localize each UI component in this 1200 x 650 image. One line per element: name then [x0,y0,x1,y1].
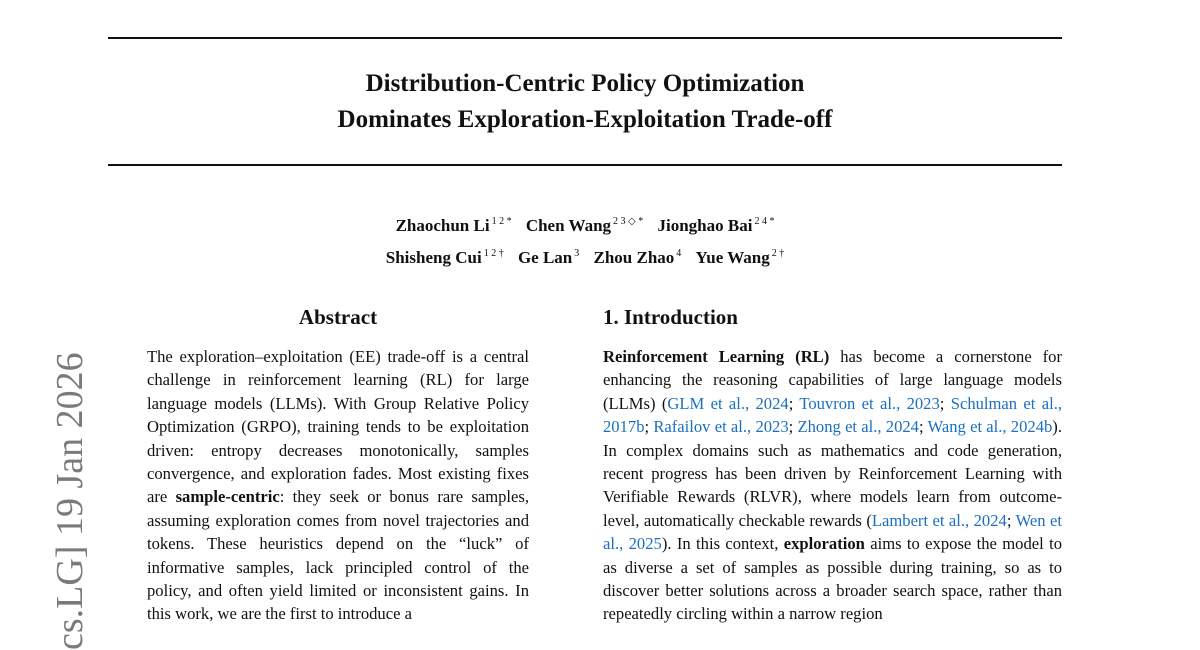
introduction-heading: 1. Introduction [603,305,738,329]
author-list [108,208,1062,272]
author: Shisheng Cui $^{1 2 \dagger}$ [385,248,504,267]
abstract-column [147,300,529,626]
title-line-1: Distribution-Centric Policy Optimization [365,70,805,97]
citation-link[interactable]: Wen et al., 2025 [603,510,1063,554]
arxiv-sidebar [14,0,91,650]
author: Chen Wang $^{2 3 ◇ *}$ [525,216,644,235]
author: Zhaochun Li $^{1 2 *}$ [395,216,512,235]
citation-link[interactable]: Rafailov et al., 2023 [653,417,789,437]
citation-link[interactable]: Lambert et al., 2024 [871,510,1007,530]
paper-title [108,66,1062,138]
citation-link[interactable]: Touvron et al., 2023 [799,393,940,413]
author: Yue Wang $^{2 \dagger}$ [695,248,785,267]
author: Ge Lan $^3$ [517,248,580,267]
introduction-column [603,300,1062,626]
title-rule-bottom [108,164,1062,166]
title-rule-top [108,37,1062,39]
citation-link[interactable]: GLM et al., 2024 [667,393,789,413]
introduction-text: Reinforcement Learning (RL) has become a cornerstone for enhancing the reasoning capabilities of large language models (LLMs) (GLM et al., 2024; Touvron et al., 2023; Schulman et al., 2017b; Rafailov et al., 2023; Zhong et al., 2024; Wang et al., 2024b). In complex domains such as mathematics and code generation, recent progress has been driven by Reinforcement Learning with Verifiable Rewards (RLVR), where models learn from outcome-level, automatically checkable rewards (Lambert et al., 2024; Wen et al., 2025). In this context, exploration aims to expose the model to as diverse a set of samples as possible during training, so as to discover better solutions across a broader search space, rather than repeatedly circling within a narrow region [603,347,1063,624]
author: Jionghao Bai $^{2 4 *}$ [657,216,775,235]
citation-link[interactable]: Schulman et al., 2017b [603,393,1062,437]
abstract-heading: Abstract [298,305,378,329]
citation-link[interactable]: Zhong et al., 2024 [797,417,919,437]
abstract-text: The exploration–exploitation (EE) trade-off is a central challenge in reinforcement learning (RL) for large language models (LLMs). With Group Relative Policy Optimization (GRPO), training tends to be exploitation driven: entropy decreases monotonically, samples convergence, and exploration fades. Most existing fixes are sample-centric: they seek or bonus rare samples, assuming exploration comes from novel trajectories and tokens. These heuristics depend on the “luck” of informative samples, lack principled control of the policy, and often yield limited or inconsistent gains. In this work, we are the first to introduce a [147,347,529,624]
citation-link[interactable]: Wang et al., 2024b [927,417,1053,437]
arxiv-stamp: cs.LG] 19 Jan 2026 [49,352,91,650]
title-line-2: Dominates Exploration-Exploitation Trade-off [337,106,833,133]
author: Zhou Zhao $^4$ [593,248,682,267]
